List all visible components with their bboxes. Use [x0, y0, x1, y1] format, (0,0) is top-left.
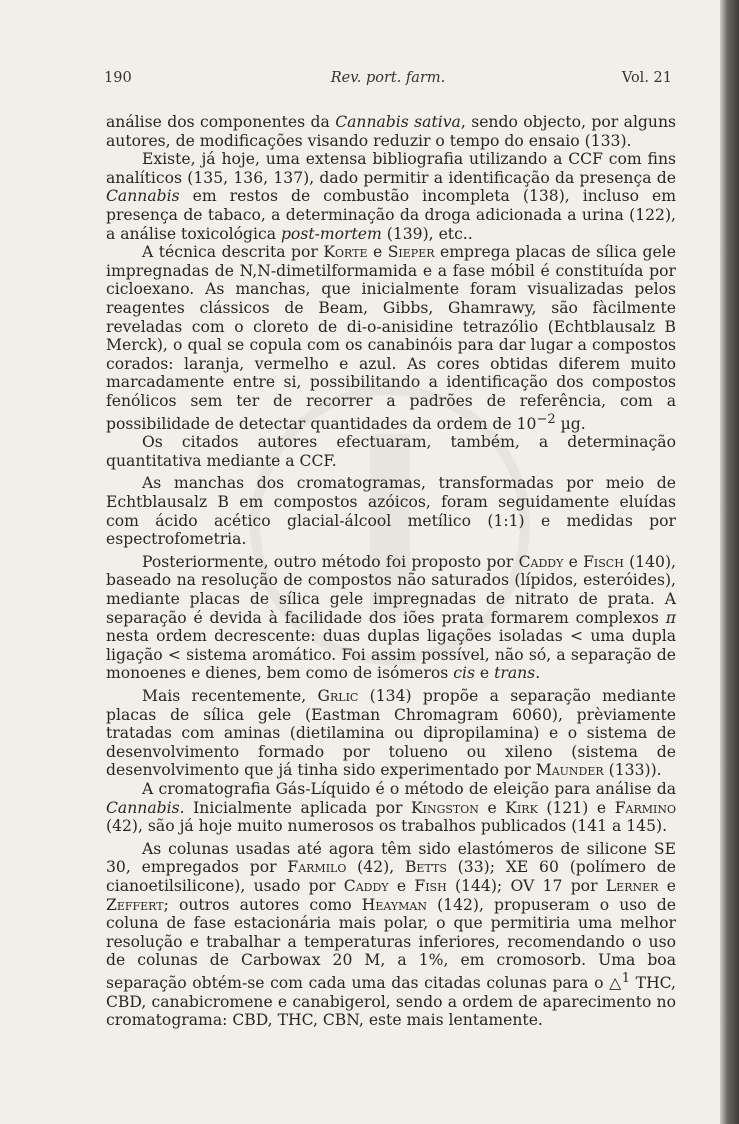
- paragraph: [106, 474, 676, 548]
- author-name: Caddy: [343, 876, 389, 895]
- text-run: THC, CBD, canabicromene e canabigerol, sendo a ordem de aparecimento no cromatograma: CBD, THC, CBN, este mais lentamente.: [106, 974, 676, 1030]
- author-name: Korte: [323, 243, 368, 262]
- text-run: As colunas usadas até agora têm sido elastómeros de silicone SE 30, empregados por: [106, 839, 676, 877]
- author-name: Lerner: [605, 876, 659, 895]
- journal-title: Rev. port. farm.: [330, 70, 446, 86]
- text-run: em restos de combustão incompleta (138), incluso em presença de tabaco, a determinação da droga adicionada a urina (122), a análise toxicológica: [106, 187, 676, 243]
- page-number: 190: [104, 70, 132, 86]
- author-name: Caddy: [518, 552, 564, 571]
- author-name: Fisch: [583, 552, 624, 571]
- paragraph: [106, 780, 676, 836]
- text-run: (133)).: [603, 761, 662, 780]
- author-name: Heayman: [361, 895, 427, 914]
- italic-run: Cannabis: [106, 187, 180, 206]
- italic-run: post-mortem: [280, 224, 382, 243]
- italic-run: Cannabis: [106, 798, 180, 817]
- author-name: Kirk: [505, 798, 538, 817]
- text-run: nesta ordem decrescente: duas duplas ligações isoladas < uma dupla ligação < sistema aromático. Foi assim possível, não só, a separação de monoenes e dienes, bem como de isómeros: [106, 627, 676, 683]
- paragraph: [106, 553, 676, 683]
- text-run: (140), baseado na resolução de compostos não saturados (lípidos, esteróides), mediante placas de sílica gele impregnadas de nitrato de prata. A separação é devida à facilidade dos iões prata formarem complexos: [106, 552, 676, 627]
- page-edge-shadow: [720, 0, 739, 1124]
- italic-run: cis: [453, 664, 475, 683]
- paragraph: [106, 840, 676, 1030]
- superscript: −2: [536, 411, 556, 427]
- text-run: e: [563, 552, 584, 571]
- text-run: Existe, já hoje, uma extensa bibliografia utilizando a CCF com fins analíticos (135, 136, 137), dado permitir a identificação da presença de: [106, 150, 676, 187]
- paragraph: [106, 113, 676, 150]
- text-run: A técnica descrita por: [142, 243, 324, 262]
- running-header: [104, 70, 672, 92]
- text-run: e: [388, 876, 415, 895]
- text-run: A cromatografia Gás-Líquido é o método de eleição para análise da: [142, 779, 676, 798]
- author-name: Kingston: [410, 798, 479, 817]
- text-run: . Inicialmente aplicada por: [179, 798, 411, 817]
- text-run: ; outros autores como: [163, 895, 362, 914]
- text-run: e: [474, 664, 495, 683]
- paragraph: [106, 150, 676, 243]
- text-run: .: [535, 664, 541, 683]
- author-name: Zeffert: [106, 895, 164, 914]
- text-run: (33); XE 60 (polímero de cianoetilsilicone), usado por: [106, 858, 677, 895]
- text-run: Posteriormente, outro método foi proposto por: [142, 552, 519, 571]
- text-run: (121) e: [537, 798, 615, 817]
- author-name: Farmilo: [287, 858, 347, 877]
- italic-run: trans: [494, 664, 536, 683]
- text-run: As manchas dos cromatogramas, transformadas por meio de Echtblausalz B em compostos azóicos, foram seguidamente eluídas com ácido acético glacial-álcool metílico (1:1) e medidas por espectrofometria.: [106, 474, 676, 549]
- author-name: Farmino: [614, 798, 676, 817]
- italic-run: Cannabis sativa: [335, 113, 461, 131]
- text-run: (142), propuseram o uso de coluna de fase estacionária mais polar, o que permitiria uma melhor resolução e trabalhar a temperaturas inferiores, recomendando o uso de colunas de Carbowax 20 M, a 1%, em cromosorb. Uma boa separação obtém-se com cada uma das citadas colunas para o △: [106, 895, 676, 993]
- paragraph: [106, 433, 676, 470]
- text-run: e: [367, 243, 388, 262]
- paragraph: [106, 687, 676, 780]
- italic-run: π: [665, 608, 676, 627]
- text-run: análise dos componentes da: [106, 113, 336, 131]
- paragraph: [106, 243, 676, 433]
- text-run: (144); OV 17 por: [446, 876, 606, 895]
- text-run: (42),: [346, 858, 405, 877]
- text-run: Mais recentemente,: [142, 687, 318, 705]
- text-run: (139), etc..: [381, 224, 473, 243]
- superscript: 1: [621, 970, 631, 986]
- text-run: e: [478, 798, 506, 817]
- author-name: Grlic: [317, 687, 359, 705]
- text-run: (42), são já hoje muito numerosos os trabalhos publicados (141 a 145).: [106, 817, 668, 836]
- author-name: Maunder: [535, 761, 604, 780]
- author-name: Sieper: [387, 243, 435, 262]
- article-body: [106, 113, 676, 1030]
- text-run: µg.: [555, 414, 586, 433]
- author-name: Fish: [414, 876, 447, 895]
- text-run: e: [658, 876, 676, 895]
- author-name: Betts: [404, 858, 447, 877]
- text-run: , sendo objecto, por alguns autores, de modificações visando reduzir o tempo do ensaio (133).: [106, 113, 677, 150]
- text-run: Os citados autores efectuaram, também, a determinação quantitativa mediante a CCF.: [106, 433, 676, 470]
- text-run: emprega placas de sílica gele impregnadas de N,N-dimetilformamida e a fase móbil é constituída por cicloexano. As manchas, que inicialmente foram visualizadas pelos reagentes clássicos de Beam, Gibbs, Ghamrawy, são fàcilmente reveladas com o cloreto de di-o-anisidine tetrazólio (Echtblausalz B Merck), o qual se copula com os canabinóis para dar lugar a compostos corados: laranja, vermelho e azul. As cores obtidas diferem muito marcadamente entre si, possibilitando a identificação dos compostos fenólicos sem ter de recorrer a padrões de referência, com a possibilidade de detectar quantidades da ordem de 10: [106, 243, 676, 433]
- text-run: (134) propõe a separação mediante placas de sílica gele (Eastman Chromagram 6060), prèviamente tratadas com aminas (dietilamina ou dipropilamina) e o sistema de desenvolvimento formado por tolueno ou xileno (sistema de desenvolvimento que já tinha sido experimentado por: [106, 687, 677, 780]
- volume-label: Vol. 21: [621, 70, 672, 86]
